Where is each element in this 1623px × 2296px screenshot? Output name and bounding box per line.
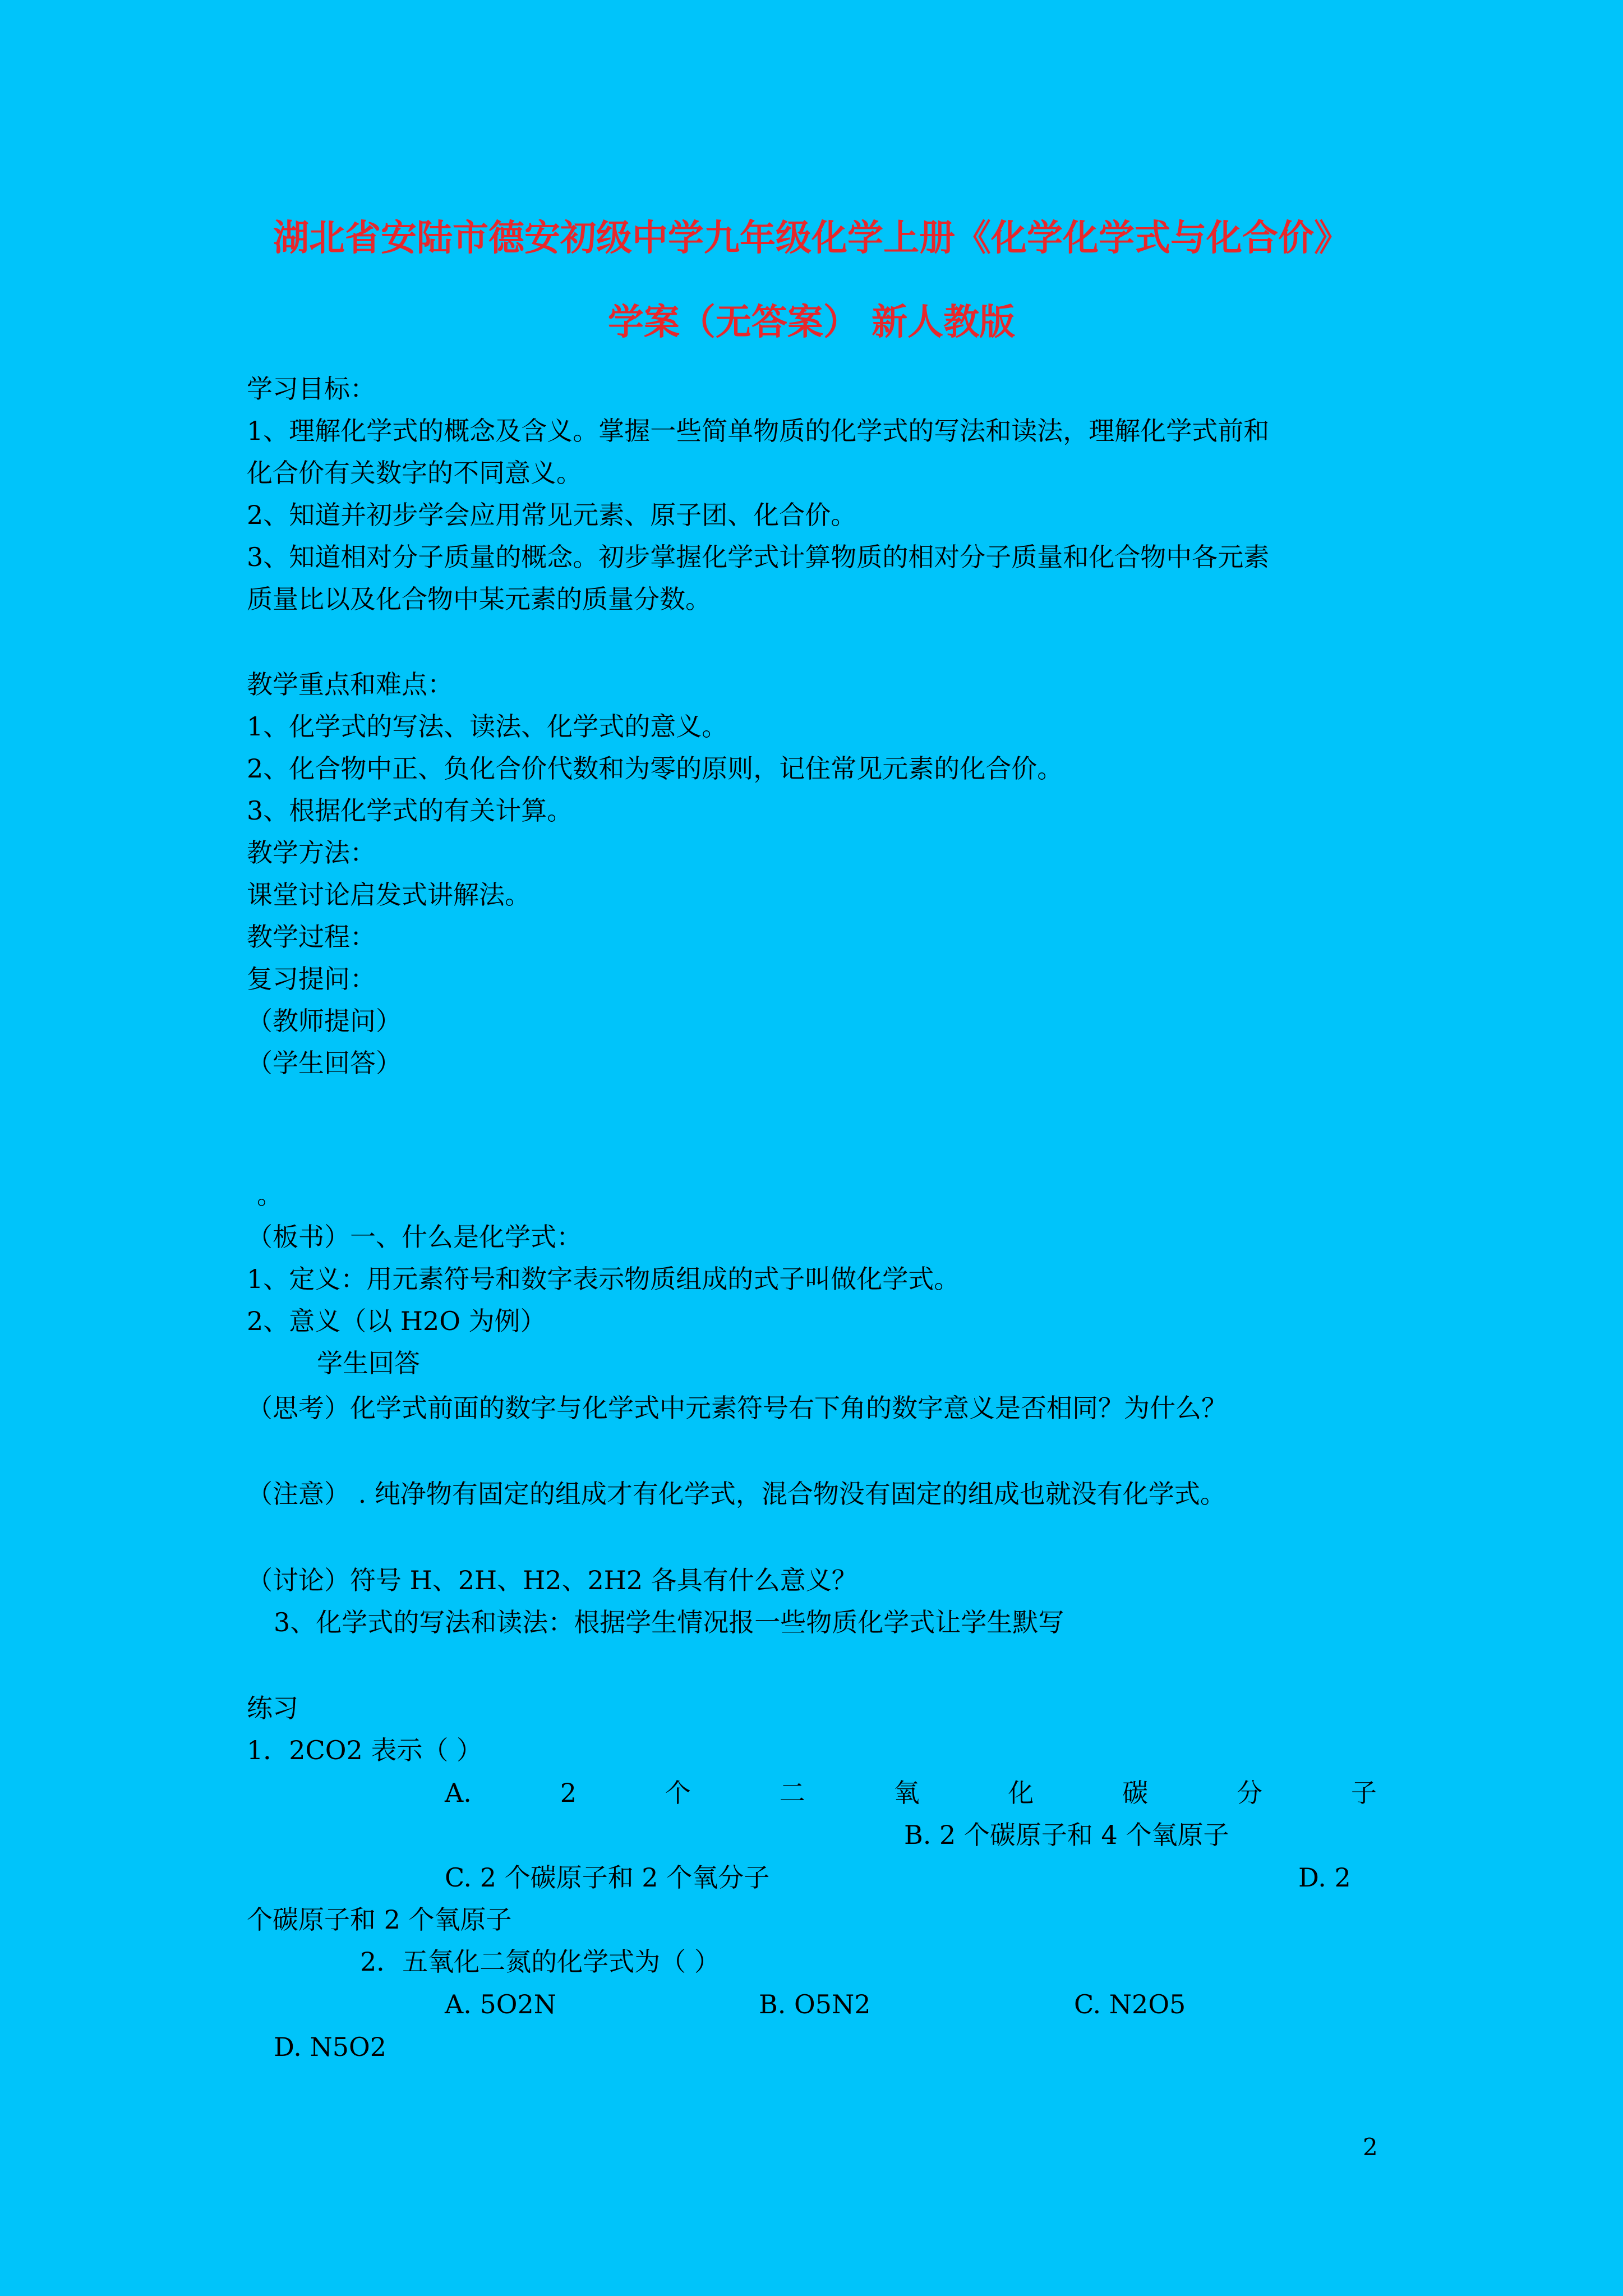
- option-a-word: 2: [560, 1778, 577, 1808]
- review-heading: 复习提问：: [247, 964, 376, 994]
- meaning-line: 2、意义（以 H2O 为例）: [247, 1306, 546, 1336]
- document-title-line1: 湖北省安陆市德安初级中学九年级化学上册《化学化学式与化合价》: [273, 217, 1350, 259]
- objective-2: 2、知道并初步学会应用常见元素、原子团、化合价。: [247, 500, 857, 530]
- method-text: 课堂讨论启发式讲解法。: [247, 880, 531, 910]
- key-point-1: 1、化学式的写法、读法、化学式的意义。: [247, 711, 728, 742]
- document-title-line2: 学案（无答案） 新人教版: [607, 301, 1016, 343]
- key-point-2: 2、化合物中正、负化合价代数和为零的原则，记住常见元素的化合价。: [247, 753, 1063, 784]
- objective-1-line2: 化合价有关数字的不同意义。: [247, 458, 582, 488]
- teacher-question: （教师提问）: [247, 1006, 402, 1036]
- question-1-option-b: B. 2 个碳原子和 4 个氧原子: [904, 1820, 1229, 1850]
- question-1-option-d: D. 2: [1298, 1862, 1351, 1893]
- option-a-word: 子: [1351, 1778, 1377, 1808]
- dot-mark: 。: [257, 1180, 283, 1210]
- process-heading: 教学过程：: [247, 922, 376, 952]
- question-1: 1．2CO2 表示（ ）: [247, 1735, 482, 1765]
- definition-line: 1、定义：用元素符号和数字表示物质组成的式子叫做化学式。: [247, 1264, 960, 1294]
- option-a-word: 氧: [893, 1778, 920, 1808]
- practice-heading: 练习: [247, 1693, 298, 1723]
- discuss-line: （讨论）符号 H、2H、H2、2H2 各具有什么意义？: [247, 1565, 857, 1595]
- student-answer-line: 学生回答: [317, 1348, 420, 1378]
- student-answer: （学生回答）: [247, 1048, 402, 1078]
- option-a-word: 分: [1237, 1778, 1263, 1808]
- method-heading: 教学方法：: [247, 838, 376, 868]
- key-point-3: 3、根据化学式的有关计算。: [247, 795, 573, 826]
- key-points-heading: 教学重点和难点：: [247, 669, 453, 700]
- objective-1-line1: 1、理解化学式的概念及含义。掌握一些简单物质的化学式的写法和读法，理解化学式前和: [247, 416, 1270, 446]
- question-2: 2．五氧化二氮的化学式为（ ）: [360, 1947, 720, 1977]
- question-1-option-c: C. 2 个碳原子和 2 个氧分子: [445, 1862, 770, 1893]
- question-1-option-a: [445, 1776, 1377, 1810]
- question-2-option-b: B. O5N2: [759, 1989, 871, 2019]
- option-a-label: A.: [445, 1778, 472, 1808]
- option-a-word: 化: [1008, 1778, 1034, 1808]
- objectives-heading: 学习目标：: [247, 374, 376, 404]
- question-1-option-d-cont: 个碳原子和 2 个氧原子: [247, 1904, 512, 1935]
- option-a-word: 个: [665, 1778, 691, 1808]
- question-2-option-c: C. N2O5: [1074, 1989, 1186, 2019]
- objective-3-line1: 3、知道相对分子质量的概念。初步掌握化学式计算物质的相对分子质量和化合物中各元素: [247, 542, 1270, 572]
- page-number: 2: [1363, 2133, 1378, 2161]
- question-2-option-a: A. 5O2N: [445, 1989, 556, 2019]
- question-2-option-d: D. N5O2: [274, 2032, 386, 2062]
- writing-line: 3、化学式的写法和读法：根据学生情况报一些物质化学式让学生默写: [274, 1607, 1064, 1637]
- objective-3-line2: 质量比以及化合物中某元素的质量分数。: [247, 584, 711, 614]
- option-a-word: 二: [779, 1778, 805, 1808]
- think-line: （思考）化学式前面的数字与化学式中元素符号右下角的数字意义是否相同？为什么？: [247, 1393, 1227, 1423]
- note-line: （注意） . 纯净物有固定的组成才有化学式，混合物没有固定的组成也就没有化学式。: [247, 1479, 1226, 1509]
- board-heading: （板书）一、什么是化学式：: [247, 1222, 582, 1252]
- option-a-word: 碳: [1122, 1778, 1149, 1808]
